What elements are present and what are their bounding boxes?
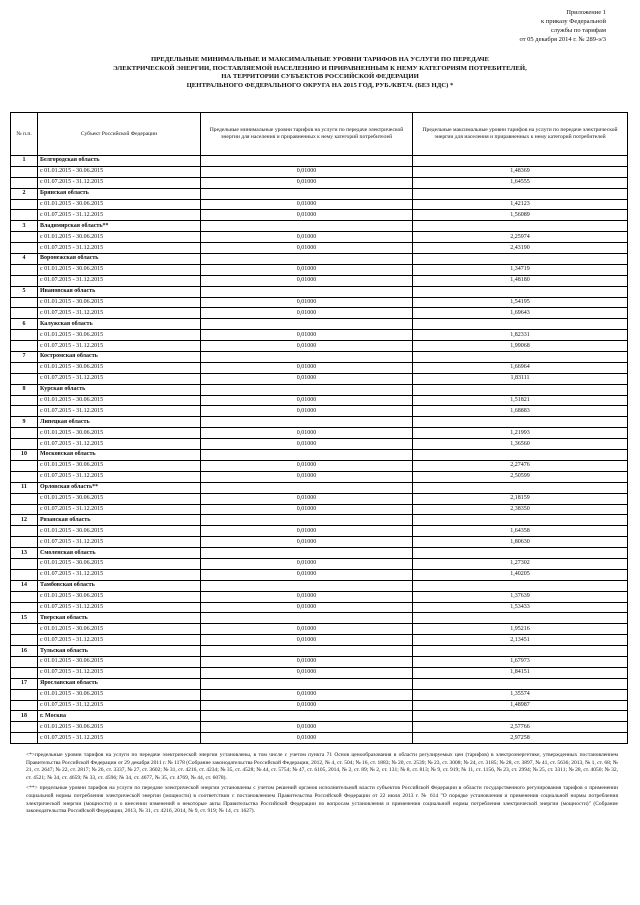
region-row <box>11 613 628 624</box>
empty-cell <box>413 156 628 167</box>
period-label: с 01.07.2015 - 31.12.2015 <box>38 635 201 646</box>
header-max: Предельные максимальные уровни тарифов на услуги по передаче электрической энергии для населения и приравненных к нему категорий потребителей <box>413 113 628 156</box>
region-name: Московская область <box>38 450 201 461</box>
empty-cell <box>11 558 38 569</box>
max-tariff-value: 1,48369 <box>413 166 628 177</box>
max-tariff-value: 1,21993 <box>413 428 628 439</box>
empty-cell <box>413 188 628 199</box>
empty-cell <box>11 689 38 700</box>
period-row <box>11 210 628 221</box>
region-row <box>11 319 628 330</box>
max-tariff-value: 1,67973 <box>413 656 628 667</box>
min-tariff-value: 0,01000 <box>201 722 413 733</box>
region-row <box>11 254 628 265</box>
period-row <box>11 177 628 188</box>
min-tariff-value: 0,01000 <box>201 569 413 580</box>
min-tariff-value: 0,01000 <box>201 428 413 439</box>
period-label: с 01.07.2015 - 31.12.2015 <box>38 569 201 580</box>
appendix-line-3: службы по тарифам <box>550 27 606 34</box>
max-tariff-value: 1,51821 <box>413 395 628 406</box>
max-tariff-value: 1,48180 <box>413 275 628 286</box>
max-tariff-value: 2,43190 <box>413 243 628 254</box>
empty-cell <box>201 646 413 657</box>
header-subject: Субъект Российской Федерации <box>38 113 201 156</box>
min-tariff-value: 0,01000 <box>201 439 413 450</box>
tariff-table <box>10 112 628 744</box>
appendix-line-1: Приложение 1 <box>566 9 606 16</box>
region-number: 8 <box>11 384 38 395</box>
period-label: с 01.01.2015 - 30.06.2015 <box>38 297 201 308</box>
empty-cell <box>413 254 628 265</box>
empty-cell <box>201 384 413 395</box>
max-tariff-value: 1,84151 <box>413 667 628 678</box>
region-row <box>11 286 628 297</box>
empty-cell <box>11 537 38 548</box>
min-tariff-value: 0,01000 <box>201 373 413 384</box>
empty-cell <box>201 515 413 526</box>
region-row <box>11 580 628 591</box>
min-tariff-value: 0,01000 <box>201 526 413 537</box>
period-row <box>11 656 628 667</box>
min-tariff-value: 0,01000 <box>201 243 413 254</box>
empty-cell <box>201 580 413 591</box>
region-number: 17 <box>11 678 38 689</box>
min-tariff-value: 0,01000 <box>201 700 413 711</box>
period-label: с 01.07.2015 - 31.12.2015 <box>38 504 201 515</box>
empty-cell <box>11 733 38 744</box>
empty-cell <box>11 460 38 471</box>
table-body <box>11 156 628 744</box>
title-line-2: ЭЛЕКТРИЧЕСКОЙ ЭНЕРГИИ, ПОСТАВЛЯЕМОЙ НАСЕЛЕНИЮ И ПРИРАВНЕННЫМ К НЕМУ КАТЕГОРИЯМ ПОТРЕБИТЕЛЕЙ, <box>113 64 527 72</box>
empty-cell <box>11 591 38 602</box>
region-number: 13 <box>11 548 38 559</box>
region-row <box>11 221 628 232</box>
period-label: с 01.07.2015 - 31.12.2015 <box>38 537 201 548</box>
empty-cell <box>413 482 628 493</box>
period-label: с 01.07.2015 - 31.12.2015 <box>38 177 201 188</box>
empty-cell <box>11 569 38 580</box>
max-tariff-value: 1,54195 <box>413 297 628 308</box>
period-label: с 01.01.2015 - 30.06.2015 <box>38 330 201 341</box>
empty-cell <box>413 678 628 689</box>
period-row <box>11 722 628 733</box>
region-number: 12 <box>11 515 38 526</box>
max-tariff-value: 1,53433 <box>413 602 628 613</box>
min-tariff-value: 0,01000 <box>201 537 413 548</box>
max-tariff-value: 2,57766 <box>413 722 628 733</box>
region-row <box>11 711 628 722</box>
max-tariff-value: 1,34719 <box>413 264 628 275</box>
max-tariff-value: 1,36560 <box>413 439 628 450</box>
empty-cell <box>201 678 413 689</box>
period-row <box>11 275 628 286</box>
footnote-2: <**> предельные уровни тарифов на услуги по передаче электрической энергии установлены с учетом решений органов исполнительной власти субъектов Российской Федерации в области государственного регулирования тарифов о применении социальной нормы потребления электрической энергии (мощности) в соответствии с постановлением Правительства Российской Федерации от 22 июля 2013 г. № 614 "О порядке установления и применения социальной нормы потребления электрической энергии (мощности) и о внесении изменений в некоторые акты Правительства Российской Федерации по вопросам установления и применения социальной нормы потребления электрической энергии (мощности)" (Собрание законодательства Российской Федерации, 2013, № 31, ст. 4216, 2014, № 9, ст. 919; № 14, ст. 1627). <box>26 785 618 815</box>
period-label: с 01.01.2015 - 30.06.2015 <box>38 689 201 700</box>
period-row <box>11 558 628 569</box>
region-number: 5 <box>11 286 38 297</box>
region-number: 18 <box>11 711 38 722</box>
period-row <box>11 297 628 308</box>
region-row <box>11 450 628 461</box>
period-row <box>11 232 628 243</box>
empty-cell <box>201 286 413 297</box>
period-label: с 01.07.2015 - 31.12.2015 <box>38 406 201 417</box>
region-number: 15 <box>11 613 38 624</box>
min-tariff-value: 0,01000 <box>201 275 413 286</box>
empty-cell <box>11 373 38 384</box>
period-label: с 01.07.2015 - 31.12.2015 <box>38 308 201 319</box>
empty-cell <box>11 275 38 286</box>
empty-cell <box>11 330 38 341</box>
empty-cell <box>11 471 38 482</box>
period-row <box>11 471 628 482</box>
period-label: с 01.01.2015 - 30.06.2015 <box>38 428 201 439</box>
min-tariff-value: 0,01000 <box>201 406 413 417</box>
max-tariff-value: 1,27302 <box>413 558 628 569</box>
empty-cell <box>11 395 38 406</box>
max-tariff-value: 1,80630 <box>413 537 628 548</box>
document-title <box>40 56 600 90</box>
appendix-header <box>406 8 606 44</box>
empty-cell <box>11 439 38 450</box>
period-row <box>11 602 628 613</box>
region-name: Орловская область** <box>38 482 201 493</box>
empty-cell <box>201 188 413 199</box>
period-label: с 01.07.2015 - 31.12.2015 <box>38 210 201 221</box>
max-tariff-value: 1,64358 <box>413 526 628 537</box>
max-tariff-value: 1,69643 <box>413 308 628 319</box>
period-label: с 01.07.2015 - 31.12.2015 <box>38 667 201 678</box>
empty-cell <box>413 711 628 722</box>
period-row <box>11 624 628 635</box>
empty-cell <box>413 221 628 232</box>
period-row <box>11 428 628 439</box>
empty-cell <box>201 417 413 428</box>
min-tariff-value: 0,01000 <box>201 297 413 308</box>
max-tariff-value: 1,42123 <box>413 199 628 210</box>
region-name: Владимирская область** <box>38 221 201 232</box>
table-header-row <box>11 113 628 156</box>
min-tariff-value: 0,01000 <box>201 395 413 406</box>
min-tariff-value: 0,01000 <box>201 199 413 210</box>
period-label: с 01.01.2015 - 30.06.2015 <box>38 493 201 504</box>
min-tariff-value: 0,01000 <box>201 591 413 602</box>
region-row <box>11 482 628 493</box>
period-row <box>11 537 628 548</box>
period-label: с 01.01.2015 - 30.06.2015 <box>38 395 201 406</box>
min-tariff-value: 0,01000 <box>201 264 413 275</box>
period-row <box>11 591 628 602</box>
empty-cell <box>11 504 38 515</box>
empty-cell <box>11 526 38 537</box>
max-tariff-value: 1,35574 <box>413 689 628 700</box>
empty-cell <box>413 417 628 428</box>
region-name: г. Москва <box>38 711 201 722</box>
region-row <box>11 646 628 657</box>
min-tariff-value: 0,01000 <box>201 308 413 319</box>
region-name: Брянская область <box>38 188 201 199</box>
max-tariff-value: 1,48987 <box>413 700 628 711</box>
min-tariff-value: 0,01000 <box>201 689 413 700</box>
empty-cell <box>11 624 38 635</box>
period-label: с 01.07.2015 - 31.12.2015 <box>38 733 201 744</box>
empty-cell <box>413 613 628 624</box>
region-name: Тульская область <box>38 646 201 657</box>
empty-cell <box>11 243 38 254</box>
period-row <box>11 689 628 700</box>
empty-cell <box>413 515 628 526</box>
period-row <box>11 199 628 210</box>
max-tariff-value: 1,99068 <box>413 341 628 352</box>
period-label: с 01.07.2015 - 31.12.2015 <box>38 341 201 352</box>
empty-cell <box>11 297 38 308</box>
appendix-line-4: от 05 декабря 2014 г. № 289-э/3 <box>519 36 606 43</box>
period-label: с 01.01.2015 - 30.06.2015 <box>38 656 201 667</box>
max-tariff-value: 1,83111 <box>413 373 628 384</box>
region-row <box>11 156 628 167</box>
empty-cell <box>11 428 38 439</box>
region-number: 16 <box>11 646 38 657</box>
region-name: Костромская область <box>38 352 201 363</box>
max-tariff-value: 2,50599 <box>413 471 628 482</box>
period-row <box>11 395 628 406</box>
region-row <box>11 515 628 526</box>
period-label: с 01.01.2015 - 30.06.2015 <box>38 591 201 602</box>
period-label: с 01.01.2015 - 30.06.2015 <box>38 624 201 635</box>
empty-cell <box>11 199 38 210</box>
region-number: 14 <box>11 580 38 591</box>
min-tariff-value: 0,01000 <box>201 558 413 569</box>
empty-cell <box>11 166 38 177</box>
min-tariff-value: 0,01000 <box>201 362 413 373</box>
region-number: 2 <box>11 188 38 199</box>
min-tariff-value: 0,01000 <box>201 166 413 177</box>
period-row <box>11 700 628 711</box>
empty-cell <box>201 352 413 363</box>
header-min: Предельные минимальные уровни тарифов на услуги по передаче электрической энергии для населения и приравненных к нему категорий потребителей <box>201 113 413 156</box>
empty-cell <box>413 450 628 461</box>
region-number: 7 <box>11 352 38 363</box>
empty-cell <box>413 384 628 395</box>
region-name: Курская область <box>38 384 201 395</box>
title-line-1: ПРЕДЕЛЬНЫЕ МИНИМАЛЬНЫЕ И МАКСИМАЛЬНЫЕ УРОВНИ ТАРИФОВ НА УСЛУГИ ПО ПЕРЕДАЧЕ <box>150 56 490 63</box>
empty-cell <box>201 450 413 461</box>
empty-cell <box>11 341 38 352</box>
period-row <box>11 460 628 471</box>
region-name: Белгородская область <box>38 156 201 167</box>
period-label: с 01.07.2015 - 31.12.2015 <box>38 439 201 450</box>
max-tariff-value: 2,18159 <box>413 493 628 504</box>
period-label: с 01.07.2015 - 31.12.2015 <box>38 243 201 254</box>
empty-cell <box>201 254 413 265</box>
max-tariff-value: 2,27476 <box>413 460 628 471</box>
footnotes <box>26 752 618 819</box>
max-tariff-value: 1,95216 <box>413 624 628 635</box>
max-tariff-value: 2,25974 <box>413 232 628 243</box>
min-tariff-value: 0,01000 <box>201 232 413 243</box>
region-name: Калужская область <box>38 319 201 330</box>
max-tariff-value: 1,37639 <box>413 591 628 602</box>
region-name: Рязанская область <box>38 515 201 526</box>
min-tariff-value: 0,01000 <box>201 656 413 667</box>
min-tariff-value: 0,01000 <box>201 177 413 188</box>
region-number: 1 <box>11 156 38 167</box>
region-row <box>11 352 628 363</box>
region-row <box>11 188 628 199</box>
period-row <box>11 733 628 744</box>
region-number: 6 <box>11 319 38 330</box>
min-tariff-value: 0,01000 <box>201 460 413 471</box>
empty-cell <box>11 493 38 504</box>
empty-cell <box>413 548 628 559</box>
region-number: 10 <box>11 450 38 461</box>
max-tariff-value: 1,56089 <box>413 210 628 221</box>
min-tariff-value: 0,01000 <box>201 602 413 613</box>
period-row <box>11 439 628 450</box>
empty-cell <box>201 156 413 167</box>
empty-cell <box>413 352 628 363</box>
period-row <box>11 493 628 504</box>
period-row <box>11 308 628 319</box>
min-tariff-value: 0,01000 <box>201 493 413 504</box>
min-tariff-value: 0,01000 <box>201 471 413 482</box>
min-tariff-value: 0,01000 <box>201 330 413 341</box>
region-name: Смоленская область <box>38 548 201 559</box>
max-tariff-value: 1,66964 <box>413 362 628 373</box>
title-line-4: ЦЕНТРАЛЬНОГО ФЕДЕРАЛЬНОГО ОКРУГА НА 2015 ГОД, РУБ./КВТ.Ч. (БЕЗ НДС) * <box>186 81 454 89</box>
period-label: с 01.01.2015 - 30.06.2015 <box>38 166 201 177</box>
region-name: Ярославская область <box>38 678 201 689</box>
region-name: Воронежская область <box>38 254 201 265</box>
region-name: Тамбовская область <box>38 580 201 591</box>
period-label: с 01.07.2015 - 31.12.2015 <box>38 471 201 482</box>
header-num: № п.п. <box>11 113 38 156</box>
period-label: с 01.01.2015 - 30.06.2015 <box>38 558 201 569</box>
period-label: с 01.01.2015 - 30.06.2015 <box>38 526 201 537</box>
max-tariff-value: 2,97258 <box>413 733 628 744</box>
period-label: с 01.01.2015 - 30.06.2015 <box>38 199 201 210</box>
region-row <box>11 548 628 559</box>
empty-cell <box>11 362 38 373</box>
period-row <box>11 526 628 537</box>
period-row <box>11 362 628 373</box>
period-row <box>11 166 628 177</box>
empty-cell <box>11 406 38 417</box>
period-row <box>11 504 628 515</box>
empty-cell <box>413 319 628 330</box>
max-tariff-value: 1,82331 <box>413 330 628 341</box>
region-row <box>11 678 628 689</box>
period-label: с 01.07.2015 - 31.12.2015 <box>38 700 201 711</box>
region-name: Тверская область <box>38 613 201 624</box>
period-label: с 01.01.2015 - 30.06.2015 <box>38 722 201 733</box>
period-label: с 01.01.2015 - 30.06.2015 <box>38 362 201 373</box>
period-label: с 01.01.2015 - 30.06.2015 <box>38 232 201 243</box>
period-row <box>11 373 628 384</box>
appendix-line-2: к приказу Федеральной <box>541 18 606 25</box>
region-name: Липецкая область <box>38 417 201 428</box>
period-label: с 01.01.2015 - 30.06.2015 <box>38 264 201 275</box>
region-row <box>11 417 628 428</box>
empty-cell <box>11 656 38 667</box>
empty-cell <box>201 711 413 722</box>
empty-cell <box>201 482 413 493</box>
empty-cell <box>201 548 413 559</box>
empty-cell <box>11 602 38 613</box>
empty-cell <box>11 232 38 243</box>
max-tariff-value: 1,64555 <box>413 177 628 188</box>
period-row <box>11 667 628 678</box>
period-row <box>11 406 628 417</box>
period-label: с 01.01.2015 - 30.06.2015 <box>38 460 201 471</box>
min-tariff-value: 0,01000 <box>201 733 413 744</box>
max-tariff-value: 1,40205 <box>413 569 628 580</box>
empty-cell <box>11 722 38 733</box>
period-label: с 01.07.2015 - 31.12.2015 <box>38 373 201 384</box>
period-row <box>11 264 628 275</box>
region-row <box>11 384 628 395</box>
region-number: 11 <box>11 482 38 493</box>
min-tariff-value: 0,01000 <box>201 504 413 515</box>
empty-cell <box>413 646 628 657</box>
empty-cell <box>201 613 413 624</box>
period-row <box>11 569 628 580</box>
empty-cell <box>201 319 413 330</box>
min-tariff-value: 0,01000 <box>201 635 413 646</box>
period-row <box>11 330 628 341</box>
empty-cell <box>201 221 413 232</box>
max-tariff-value: 2,13451 <box>413 635 628 646</box>
empty-cell <box>413 286 628 297</box>
empty-cell <box>413 580 628 591</box>
title-line-3: НА ТЕРРИТОРИИ СУБЪЕКТОВ РОССИЙСКОЙ ФЕДЕРАЦИИ <box>221 73 419 81</box>
empty-cell <box>11 308 38 319</box>
empty-cell <box>11 210 38 221</box>
min-tariff-value: 0,01000 <box>201 667 413 678</box>
empty-cell <box>11 635 38 646</box>
footnote-1: <*>предельные уровни тарифов на услуги по передаче электрической энергии установлены, в том числе с учетом пункта 71 Основ ценообразования в области регулируемых цен (тарифов) в электроэнергетике, утвержденных постановлением Правительства Российской Федерации от 29 декабря 2011 г. № 1178 (Собрание законодательства Российской Федерации, 2012, № 4, ст. 504; № 16, ст. 1883; № 20, ст. 2539; № 23, ст. 3008; № 24, ст. 3185; № 28, ст. 3897, № 41, ст. 5636; 2013, № 1, ст. 68; № 21, ст. 2647; № 22, ст. 2817; № 26, ст. 3337, № 27, ст. 3602; № 31, ст. 4216, ст. 4234; № 35, ст. 4528; № 44, ст. 5754; № 47, ст. 6105, 2014, № 2, ст. 89; № 2, ст. 131; № 8, ст. 813; № 9, ст. 919; № 11, ст. 1156, № 23, ст. 2994; № 25, ст. 3311; № 28, ст. 4050; № 32, ст. 4521; № 34, ст. 4659; № 33, ст. 4596; № 34, ст. 4677, № 35, ст. 4769, № 44, ст. 6078). <box>26 752 618 781</box>
min-tariff-value: 0,01000 <box>201 210 413 221</box>
empty-cell <box>11 700 38 711</box>
period-row <box>11 243 628 254</box>
min-tariff-value: 0,01000 <box>201 624 413 635</box>
period-label: с 01.07.2015 - 31.12.2015 <box>38 275 201 286</box>
region-name: Ивановская область <box>38 286 201 297</box>
period-row <box>11 341 628 352</box>
empty-cell <box>11 264 38 275</box>
period-label: с 01.07.2015 - 31.12.2015 <box>38 602 201 613</box>
empty-cell <box>11 667 38 678</box>
period-row <box>11 635 628 646</box>
region-number: 3 <box>11 221 38 232</box>
min-tariff-value: 0,01000 <box>201 341 413 352</box>
empty-cell <box>11 177 38 188</box>
region-number: 4 <box>11 254 38 265</box>
max-tariff-value: 2,38350 <box>413 504 628 515</box>
max-tariff-value: 1,68883 <box>413 406 628 417</box>
region-number: 9 <box>11 417 38 428</box>
